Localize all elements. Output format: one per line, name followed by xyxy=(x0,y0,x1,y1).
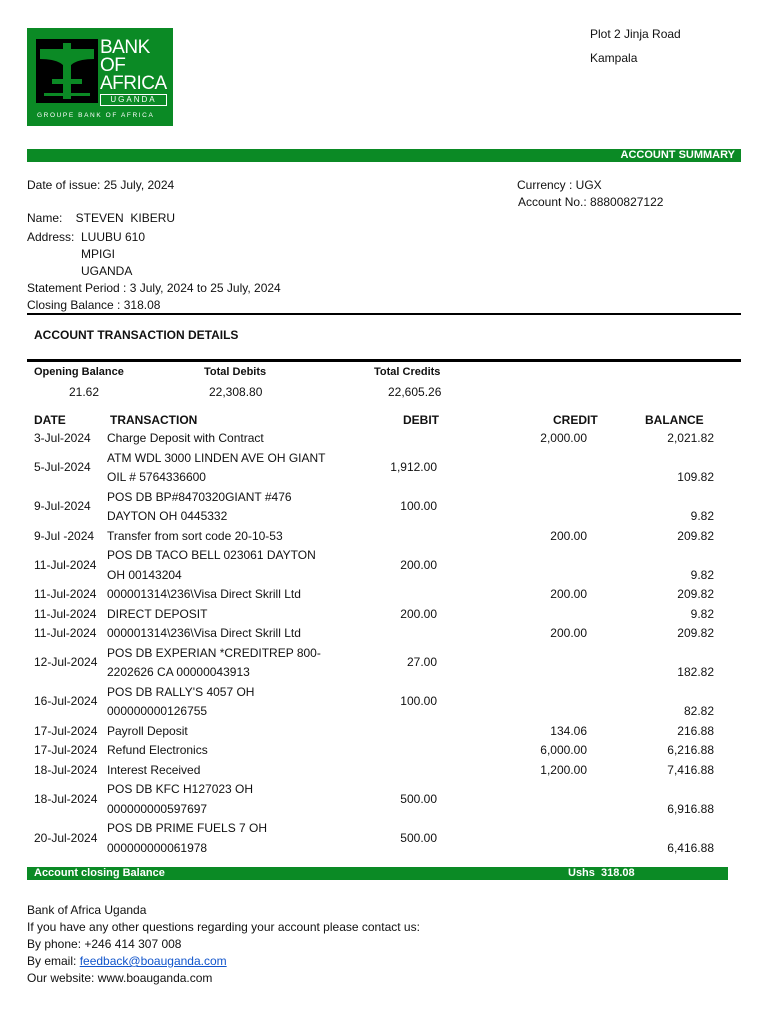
footer-website: Our website: www.boauganda.com xyxy=(27,971,213,985)
table-row xyxy=(0,546,768,585)
opening-balance-value: 21.62 xyxy=(69,385,100,399)
closing-balance-bar xyxy=(27,867,728,880)
currency: Currency : UGX xyxy=(517,178,602,192)
logo-country: UGANDA xyxy=(100,94,167,106)
opening-balance-label: Opening Balance xyxy=(34,366,124,378)
transaction-date: 9-Jul -2024 xyxy=(34,528,95,543)
address-label: Address: xyxy=(27,230,75,244)
transaction-balance: 6,216.88 xyxy=(667,743,714,757)
bank-emblem-icon xyxy=(36,39,98,103)
transaction-balance: 209.82 xyxy=(677,587,714,601)
transaction-details-title: ACCOUNT TRANSACTION DETAILS xyxy=(34,328,239,342)
bank-address-line2: Kampala xyxy=(590,51,638,65)
bank-logo xyxy=(27,28,173,126)
table-row xyxy=(0,585,768,605)
table-row xyxy=(0,683,768,722)
address-line1: LUUBU 610 xyxy=(81,230,146,244)
transaction-debit: 100.00 xyxy=(400,499,437,514)
transaction-description-line2: OH 00143204 xyxy=(107,567,182,582)
date-of-issue: Date of issue: 25 July, 2024 xyxy=(27,178,175,192)
transaction-date: 11-Jul-2024 xyxy=(34,557,97,572)
footer-email-label: By email: xyxy=(27,954,80,968)
transaction-description-line2: OIL # 5764336600 xyxy=(107,470,206,484)
total-debits-label: Total Debits xyxy=(204,366,267,378)
account-summary-bar xyxy=(27,149,741,162)
divider xyxy=(27,313,741,315)
table-row xyxy=(0,527,768,547)
transaction-date: 9-Jul-2024 xyxy=(34,499,91,514)
table-row xyxy=(0,722,768,742)
transaction-balance: 9.82 xyxy=(690,567,714,582)
bank-address-line1: Plot 2 Jinja Road xyxy=(590,27,681,41)
table-row xyxy=(0,819,768,858)
customer-name: Name: STEVEN KIBERU xyxy=(27,211,176,225)
footer-email-line xyxy=(27,954,227,968)
transaction-description: POS DB KFC H127023 OH xyxy=(107,782,254,796)
transaction-credit: 2,000.00 xyxy=(540,431,587,445)
transaction-credit: 134.06 xyxy=(550,723,587,738)
address-line2: MPIGI xyxy=(81,247,116,261)
transaction-balance: 7,416.88 xyxy=(667,762,714,777)
transaction-debit: 500.00 xyxy=(400,791,437,806)
transaction-description-line2: 2202626 CA 00000043913 xyxy=(107,665,250,679)
transaction-credit: 200.00 xyxy=(550,587,587,601)
transaction-description: POS DB RALLY'S 4057 OH xyxy=(107,684,255,699)
total-credits-label: Total Credits xyxy=(374,366,441,378)
transaction-description: DIRECT DEPOSIT xyxy=(107,606,208,621)
column-header-debit: DEBIT xyxy=(403,413,439,427)
transaction-balance: 6,916.88 xyxy=(667,801,714,816)
table-row xyxy=(0,449,768,488)
total-debits-value: 22,308.80 xyxy=(209,385,263,399)
transaction-description: 000001314\236\Visa Direct Skrill Ltd xyxy=(107,626,301,640)
transaction-credit: 6,000.00 xyxy=(540,743,587,757)
transaction-balance: 9.82 xyxy=(690,606,714,621)
transaction-description: POS DB EXPERIAN *CREDITREP 800- xyxy=(107,645,321,660)
transaction-date: 18-Jul-2024 xyxy=(34,762,98,777)
transaction-description: Charge Deposit with Contract xyxy=(107,431,264,445)
table-row xyxy=(0,488,768,527)
transaction-balance: 2,021.82 xyxy=(667,431,714,445)
transaction-description-line2: 000000000126755 xyxy=(107,704,208,718)
table-row xyxy=(0,644,768,683)
transaction-description: 000001314\236\Visa Direct Skrill Ltd xyxy=(107,587,301,601)
transaction-date: 17-Jul-2024 xyxy=(34,723,98,738)
transaction-description: Payroll Deposit xyxy=(107,723,188,738)
transaction-date: 12-Jul-2024 xyxy=(34,655,98,670)
transaction-date: 11-Jul-2024 xyxy=(34,587,97,601)
footer-phone: By phone: +246 414 307 008 xyxy=(27,937,182,951)
transaction-debit: 1,912.00 xyxy=(390,460,437,475)
transaction-credit: 200.00 xyxy=(550,626,587,640)
logo-text-of: OF xyxy=(100,55,126,76)
logo-text-africa: AFRICA xyxy=(100,73,167,94)
account-summary-label: ACCOUNT SUMMARY xyxy=(620,149,735,161)
transaction-balance: 182.82 xyxy=(677,665,714,679)
transaction-date: 20-Jul-2024 xyxy=(34,830,98,845)
transaction-balance: 6,416.88 xyxy=(667,840,714,855)
statement-period: Statement Period : 3 July, 2024 to 25 July, 2024 xyxy=(27,281,281,295)
table-row xyxy=(0,429,768,449)
transaction-balance: 216.88 xyxy=(677,723,714,738)
transaction-credit: 200.00 xyxy=(550,528,587,543)
transaction-description: Interest Received xyxy=(107,762,201,777)
transaction-debit: 100.00 xyxy=(400,694,437,709)
transaction-credit: 1,200.00 xyxy=(540,762,587,777)
transaction-description-line2: 000000000597697 xyxy=(107,801,208,816)
footer-email-link[interactable]: feedback@boauganda.com xyxy=(79,954,227,968)
divider xyxy=(27,359,741,362)
table-row xyxy=(0,761,768,781)
closing-balance-label: Account closing Balance xyxy=(34,867,165,879)
transaction-date: 11-Jul-2024 xyxy=(34,606,97,621)
logo-group: GROUPE BANK OF AFRICA xyxy=(37,112,155,119)
address-line3: UGANDA xyxy=(81,264,133,278)
transaction-balance: 209.82 xyxy=(677,528,714,543)
transaction-balance: 109.82 xyxy=(677,470,714,484)
transaction-debit: 200.00 xyxy=(400,557,437,572)
transaction-balance: 9.82 xyxy=(690,509,714,523)
transaction-debit: 500.00 xyxy=(400,830,437,845)
total-credits-value: 22,605.26 xyxy=(388,385,442,399)
logo-text-bank: BANK xyxy=(100,37,150,58)
transaction-description: Transfer from sort code 20-10-53 xyxy=(107,528,283,543)
transaction-date: 11-Jul-2024 xyxy=(34,626,97,640)
table-row xyxy=(0,741,768,761)
table-row xyxy=(0,624,768,644)
table-row xyxy=(0,780,768,819)
transaction-description: ATM WDL 3000 LINDEN AVE OH GIANT xyxy=(107,450,326,465)
transaction-debit: 200.00 xyxy=(400,606,437,621)
transaction-balance: 209.82 xyxy=(677,626,714,640)
transaction-description-line2: 000000000061978 xyxy=(107,840,208,855)
transaction-description: POS DB PRIME FUELS 7 OH xyxy=(107,821,268,835)
column-header-date: DATE xyxy=(34,413,66,427)
transaction-description-line2: DAYTON OH 0445332 xyxy=(107,509,228,523)
column-header-balance: BALANCE xyxy=(645,413,704,427)
table-row xyxy=(0,605,768,625)
transaction-date: 3-Jul-2024 xyxy=(34,431,91,445)
transaction-date: 18-Jul-2024 xyxy=(34,791,98,806)
transaction-date: 5-Jul-2024 xyxy=(34,460,91,475)
transaction-balance: 82.82 xyxy=(683,704,714,718)
transaction-description: POS DB BP#8470320GIANT #476 xyxy=(107,489,292,504)
column-header-credit: CREDIT xyxy=(553,413,598,427)
transaction-description: Refund Electronics xyxy=(107,743,208,757)
footer-contact-note: If you have any other questions regarding your account please contact us: xyxy=(27,920,420,934)
column-header-transaction: TRANSACTION xyxy=(110,413,198,427)
closing-balance-value: Ushs 318.08 xyxy=(568,867,635,879)
transaction-description: POS DB TACO BELL 023061 DAYTON xyxy=(107,548,316,562)
transaction-debit: 27.00 xyxy=(406,655,437,670)
account-number: Account No.: 88800827122 xyxy=(518,195,664,209)
closing-balance-info: Closing Balance : 318.08 xyxy=(27,298,161,312)
transaction-date: 17-Jul-2024 xyxy=(34,743,98,757)
transaction-date: 16-Jul-2024 xyxy=(34,694,98,709)
footer-bank-name: Bank of Africa Uganda xyxy=(27,903,147,917)
